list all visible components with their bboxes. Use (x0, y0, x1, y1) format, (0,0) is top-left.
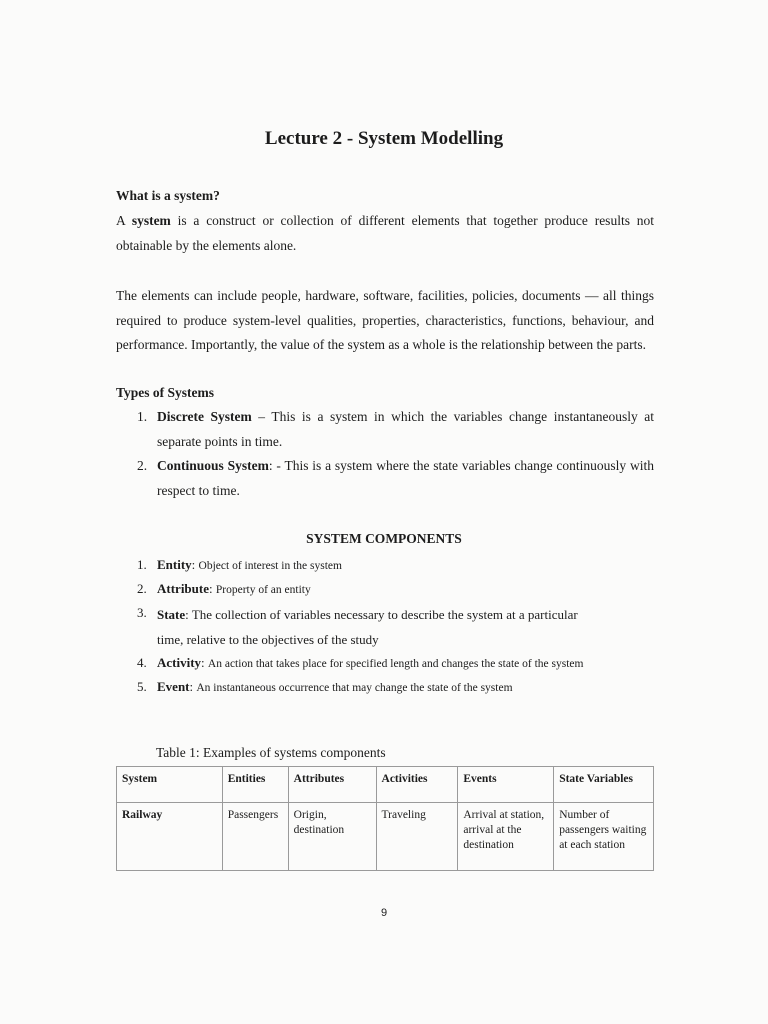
type-description-cont: separate points in time. (157, 433, 283, 449)
component-separator: : (209, 581, 216, 596)
list-number: 1. (137, 409, 148, 424)
type-label: Discrete System (157, 409, 252, 424)
type-separator: : - (268, 458, 285, 473)
component-separator: : (185, 607, 192, 622)
table-cell: Origin, destination (288, 803, 376, 871)
list-number: 1. (137, 557, 147, 572)
component-item-state (137, 605, 697, 651)
component-label: Event (157, 679, 190, 694)
table-caption: Table 1: Examples of systems components (156, 745, 386, 760)
type-description: This is a system in which the variables change instantaneously at (271, 409, 654, 424)
component-separator: : (191, 557, 199, 572)
list-number: 3. (137, 605, 147, 620)
type-label: Continuous System (157, 458, 269, 473)
type-separator: – (251, 409, 272, 424)
table-cell: Passengers (222, 803, 288, 871)
table-header-cell: Events (458, 767, 554, 803)
component-label: State (157, 607, 186, 622)
component-description: Object of interest in the system (198, 560, 342, 572)
elements-paragraph (116, 284, 654, 358)
table-cell: Traveling (376, 803, 458, 871)
definition-text: is a construct or collection of different elements that together produce results not (170, 213, 654, 228)
elements-line-3: performance. Importantly, the value of the system as a whole is the relationship between the parts. (116, 337, 646, 352)
section-heading-components: SYSTEM COMPONENTS (306, 531, 462, 546)
page-number: 9 (380, 907, 388, 919)
table-header-row (117, 767, 654, 803)
type-item-text (157, 454, 654, 503)
elements-line-1: The elements can include people, hardware, software, facilities, policies, documents — all things (116, 288, 654, 303)
table-header-cell: Attributes (288, 767, 376, 803)
components-table (116, 766, 654, 871)
table-header-cell: Activities (376, 767, 458, 803)
section-heading-types: Types of Systems (116, 385, 215, 400)
type-item-text (157, 405, 654, 454)
type-item-discrete (137, 405, 654, 454)
definition-line-1 (116, 209, 654, 234)
list-number: 2. (137, 458, 148, 473)
component-description: An action that takes place for specified length and changes the state of the system (207, 658, 584, 670)
table-cell: Railway (117, 803, 223, 871)
table-cell: Arrival at station, arrival at the destination (458, 803, 554, 871)
page-title: Lecture 2 - System Modelling (264, 128, 504, 149)
section-heading-what-is-system: What is a system? (116, 188, 220, 203)
component-description-cont: time, relative to the objectives of the study (157, 632, 379, 647)
list-number: 4. (137, 655, 147, 670)
component-label: Attribute (157, 581, 209, 596)
component-item-attribute (137, 581, 697, 601)
table-cell: Number of passengers waiting at each station (554, 803, 654, 871)
list-number: 5. (137, 679, 147, 694)
definition-paragraph (116, 209, 654, 258)
table-header-cell: State Variables (554, 767, 654, 803)
definition-prefix: A (116, 213, 132, 228)
component-description: Property of an entity (215, 584, 311, 596)
component-description: The collection of variables necessary to describe the system at a particular (191, 607, 578, 622)
table-row (117, 803, 654, 871)
type-description: This is a system where the state variables change continuously with (284, 458, 654, 473)
elements-line-2: required to produce system-level qualities, properties, characteristics, functions, behaviour, and (116, 312, 654, 328)
definition-term: system (131, 213, 171, 228)
component-separator: : (189, 679, 197, 694)
type-description-cont: respect to time. (157, 482, 240, 498)
type-item-continuous (137, 454, 654, 503)
definition-line-2: obtainable by the elements alone. (116, 237, 297, 253)
component-item-entity (137, 557, 697, 577)
list-number: 2. (137, 581, 147, 596)
component-label: Activity (157, 655, 202, 670)
component-item-activity (137, 655, 697, 675)
table-header-cell: Entities (222, 767, 288, 803)
component-label: Entity (157, 557, 192, 572)
component-description: An instantaneous occurrence that may change the state of the system (196, 682, 513, 694)
table-header-cell: System (117, 767, 223, 803)
component-item-event (137, 679, 697, 699)
component-separator: : (201, 655, 208, 670)
